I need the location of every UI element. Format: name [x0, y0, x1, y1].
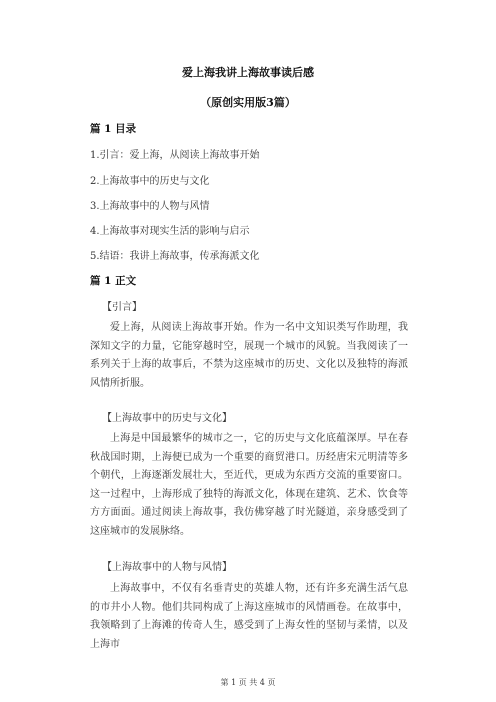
document-title: 爱上海我讲上海故事读后感 [182, 66, 314, 79]
section-label-intro: 【引言】 [102, 302, 142, 313]
toc-item: 4.上海故事对现实生活的影响与启示 [90, 226, 250, 237]
document-subtitle: （原创实用版3篇） [200, 96, 296, 109]
section-label-people: 【上海故事中的人物与风情】 [102, 562, 232, 573]
section-paragraph-history: 上海是中国最繁华的城市之一，它的历史与文化底蕴深厚。早在春秋战国时期，上海便已成为一个重要的商贸港口。历经唐宋元明清等多个朝代，上海逐渐发展壮大，至近代，更成为东西方交流的重要窗口。这一过程中，上海形成了独特的海派文化，体现在建筑、艺术、饮食等方方面面。通过阅读上海故事，我仿佛穿越了时光隧道，亲身感受到了这座城市的发展脉络。 [90, 433, 408, 537]
toc-item: 5.结语：我讲上海故事，传承海派文化 [90, 251, 260, 262]
page-footer: 第 1 页 共 4 页 [220, 678, 276, 687]
section-label-history: 【上海故事中的历史与文化】 [102, 413, 232, 424]
section-paragraph-intro: 爱上海，从阅读上海故事开始。作为一名中文知识类写作助理，我深知文字的力量，它能穿越时空，展现一个城市的风貌。当我阅读了一系列关于上海的故事后，不禁为这座城市的历史、文化以及独特的海派风情所折服。 [90, 322, 408, 389]
body-heading: 篇 1 正文 [90, 275, 137, 287]
toc-item: 3.上海故事中的人物与风情 [90, 201, 210, 212]
section-paragraph-people: 上海故事中，不仅有名垂青史的英雄人物，还有许多充满生活气息的市井小人物。他们共同构成了上海这座城市的风情画卷。在故事中，我领略到了上海滩的传奇人生，感受到了上海女性的坚韧与柔情，以及上海市 [90, 583, 408, 650]
toc-item: 1.引言：爱上海，从阅读上海故事开始 [90, 150, 260, 161]
toc-heading: 篇 1 目录 [90, 123, 137, 135]
toc-item: 2.上海故事中的历史与文化 [90, 176, 210, 187]
